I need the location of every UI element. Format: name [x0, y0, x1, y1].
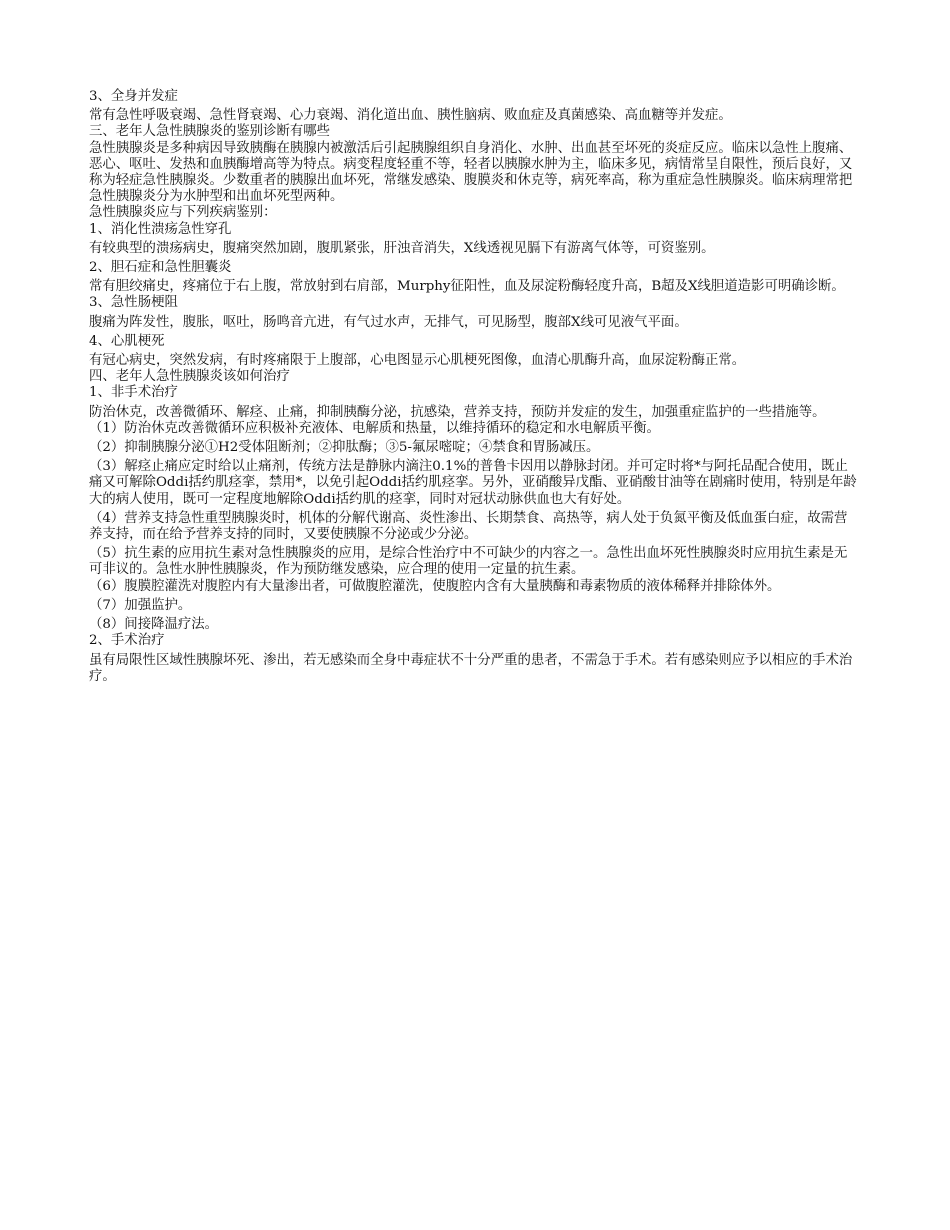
- paragraph-surgical-treatment: 虽有局限性区域性胰腺坏死、渗出，若无感染而全身中毒症状不十分严重的患者，不需急于手术。若有感染则应予以相应的手术治疗。: [89, 652, 853, 684]
- subheading-myocardial-infarction: 4、心肌梗死: [89, 333, 165, 349]
- paragraph-cholelithiasis: 常有胆绞痛史，疼痛位于右上腹，常放射到右肩部，Murphy征阳性，血及尿淀粉酶轻度升高，B超及X线胆道造影可明确诊断。: [89, 279, 845, 295]
- paragraph-intestinal-obstruction: 腹痛为阵发性，腹胀，呕吐，肠鸣音亢进，有气过水声，无排气，可见肠型，腹部X线可见液气平面。: [89, 314, 688, 330]
- paragraph-differential-intro: 急性胰腺炎应与下列疾病鉴别：: [89, 205, 277, 221]
- subheading-peptic-ulcer-perforation: 1、消化性溃疡急性穿孔: [89, 221, 232, 237]
- paragraph-non-surgical-treatment: 防治休克，改善微循环、解痉、止痛，抑制胰酶分泌，抗感染，营养支持，预防并发症的发生，加强重症监护的一些措施等。: [89, 404, 826, 420]
- subheading-intestinal-obstruction: 3、急性肠梗阻: [89, 295, 178, 311]
- treatment-item-6: （6）腹膜腔灌洗对腹腔内有大量渗出者，可做腹腔灌洗，使腹腔内含有大量胰酶和毒素物质的液体稀释并排除体外。: [89, 578, 781, 594]
- section-heading-differential-diagnosis: 三、老年人急性胰腺炎的鉴别诊断有哪些: [89, 124, 331, 140]
- subheading-non-surgical-treatment: 1、非手术治疗: [89, 385, 178, 401]
- paragraph-systemic-complications: 常有急性呼吸衰竭、急性肾衰竭、心力衰竭、消化道出血、胰性脑病、败血症及真菌感染、高血糖等并发症。: [89, 108, 732, 124]
- subheading-surgical-treatment: 2、手术治疗: [89, 633, 165, 649]
- treatment-item-4: （4）营养支持急性重型胰腺炎时，机体的分解代谢高、炎性渗出、长期禁食、高热等，病人处于负氮平衡及低血蛋白症，故需营养支持，而在给予营养支持的同时，又要使胰腺不分泌或少分泌。: [89, 510, 848, 543]
- paragraph-peptic-ulcer-perforation: 有较典型的溃疡病史，腹痛突然加剧，腹肌紧张，肝浊音消失，X线透视见膈下有游离气体等，可资鉴别。: [89, 240, 715, 256]
- treatment-item-7: （7）加强监护。: [89, 597, 192, 613]
- treatment-item-3: （3）解痉止痛应定时给以止痛剂，传统方法是静脉内滴注0.1%的普鲁卡因用以静脉封闭。并可定时将*与阿托品配合使用，既止痛又可解除Oddi括约肌痉挛，禁用*，以免引起Oddi括约肌痉挛。另外，亚硝酸异戊酯、亚硝酸甘油等在剧痛时使用，特别是年龄大的病人使用，既可一定程度地解除Oddi括约肌的痉挛，同时对冠状动脉供血也大有好处。: [89, 459, 857, 507]
- paragraph-pancreatitis-definition: 急性胰腺炎是多种病因导致胰酶在胰腺内被激活后引起胰腺组织自身消化、水肿、出血甚至坏死的炎症反应。临床以急性上腹痛、恶心、呕吐、发热和血胰酶增高等为特点。病变程度轻重不等，轻者以胰腺水肿为主，临床多见，病情常呈自限性，预后良好，又称为轻症急性胰腺炎。少数重者的胰腺出血坏死，常继发感染、腹膜炎和休克等，病死率高，称为重症急性胰腺炎。临床病理常把急性胰腺炎分为水肿型和出血坏死型两种。: [89, 140, 853, 205]
- subheading-cholelithiasis: 2、胆石症和急性胆囊炎: [89, 260, 232, 276]
- treatment-item-8: （8）间接降温疗法。: [89, 617, 219, 633]
- treatment-item-5: （5）抗生素的应用抗生素对急性胰腺炎的应用，是综合性治疗中不可缺少的内容之一。急性出血坏死性胰腺炎时应用抗生素是无可非议的。急性水肿性胰腺炎，作为预防继发感染，应合理的使用一定量的抗生素。: [89, 546, 848, 578]
- treatment-item-2: （2）抑制胰腺分泌①H2受体阻断剂；②抑肽酶；③5-氟尿嘧啶；④禁食和胃肠减压。: [89, 440, 600, 456]
- document-page: [89, 89, 859, 685]
- subheading-systemic-complications: 3、全身并发症: [89, 89, 178, 104]
- paragraph-myocardial-infarction: 有冠心病史，突然发病，有时疼痛限于上腹部，心电图显示心肌梗死图像，血清心肌酶升高，血尿淀粉酶正常。: [89, 353, 746, 369]
- treatment-item-1: （1）防治休克改善微循环应积极补充液体、电解质和热量，以维持循环的稳定和水电解质平衡。: [89, 420, 660, 436]
- section-heading-treatment: 四、老年人急性胰腺炎该如何治疗: [89, 369, 290, 385]
